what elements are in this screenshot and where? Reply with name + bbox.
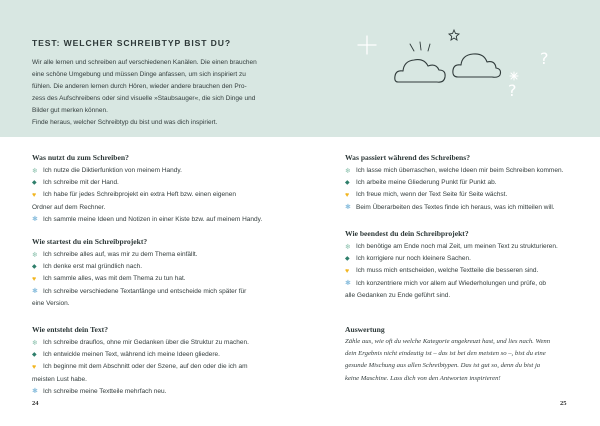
intro-line: zess des Aufschreibens oder sind visuelle »Staubsauger«, die sich Dinge und [32,95,256,103]
star-icon: ✱ [345,204,351,212]
heart-icon: ♥ [32,276,37,283]
list-item [32,214,262,226]
intro-line: Wir alle lernen und schreiben auf verschiedenen Kanälen. Die einen brauchen [32,59,257,66]
list-item-text: Ich schreibe drauflos, ohne mir Gedanken über die Struktur zu machen. [43,339,249,346]
list-item [32,273,246,285]
section-title: Auswertung [345,325,385,334]
list-item [345,265,558,277]
sparkle-icon [358,36,376,54]
section-tools [32,153,262,226]
list-item-text: Ich schreibe meine Textteile mehrfach neu. [43,387,167,395]
diamond-icon: ◆ [345,256,350,263]
section-title: Wie startest du ein Schreibprojekt? [32,237,148,246]
list-item [32,177,262,189]
intro-paragraph [32,57,277,130]
list-item [32,249,246,261]
list-item-text: Ich habe für jedes Schreibprojekt ein extra Heft bzw. einen eigenen [43,191,236,199]
list-item [32,261,246,273]
section-title: Was passiert während des Schreibens? [345,153,471,162]
page-title: TEST: WELCHER SCHREIBTYP BIST DU? [32,38,232,48]
list-item-text: Ich freue mich, wenn der Text Seite für Seite wächst. [356,191,508,199]
heart-icon: ♥ [345,268,350,275]
list-item-continuation: eine Version. [32,299,70,307]
auswertung-line: Zähle aus, wie oft du welche Kategorie angekreuzt hast, und lies nach. Wenn [345,338,551,345]
heart-icon: ♥ [345,192,350,199]
section-process [32,325,249,398]
intro-line: eine schöne Umgebung und müssen Dinge anfassen, um sich inspiriert zu [32,71,246,79]
list-item-text: Ich schreibe alles auf, was mir zu dem Thema einfällt. [43,251,198,258]
clouds-illustration [340,20,600,130]
list-item [345,202,563,214]
diamond-icon: ◆ [32,352,37,359]
diamond-icon: ◆ [32,180,37,187]
diamond-icon: ◆ [32,264,37,271]
question-mark-icon: ? [508,81,517,100]
page-number: 25 [560,400,567,407]
list-item-text: Ich nutze die Diktierfunktion von meinem Handy. [43,167,182,174]
snowflake-icon: ❄ [32,167,38,175]
section-start [32,237,246,310]
cloud-icon [395,60,445,83]
ray-icon [410,42,430,51]
snowflake-icon: ❄ [32,251,38,259]
list-item-continuation: alle Gedanken zu Ende geführt sind. [345,291,451,299]
list-item-text: Ich sammle meine Ideen und Notizen in einer Kiste bzw. auf meinem Handy. [43,215,263,223]
list-item [32,337,249,349]
intro-line: Bilder gut merken können. [32,107,108,115]
section-title: Wie entsteht dein Text? [32,325,109,334]
list-item-text: Ich konzentriere mich vor allem auf Wiederholungen und prüfe, ob [356,279,547,287]
section-title: Wie beendest du dein Schreibprojekt? [345,229,469,238]
auswertung-paragraph [345,336,550,385]
section-finish [345,229,558,302]
auswertung-line: gesunde Mischung aus allen Schreibtypen. Das ist gut so, denn du bist ja [345,362,541,370]
list-item [345,165,563,177]
list-item-text: Ich korrigiere nur noch kleinere Sachen. [356,255,471,263]
intro-line: fühlen. Die anderen lernen durch Hören, wieder andere brauchen den Pro- [32,83,247,91]
snowflake-icon: ❄ [32,339,38,347]
list-item [32,165,262,177]
page-number: 24 [32,400,39,407]
list-item [345,278,558,290]
cloud-icon [453,54,501,77]
list-item-text: Beim Überarbeiten des Textes finde ich heraus, was ich mitteilen will. [356,203,555,211]
small-star-icon [449,30,459,40]
sparkle-icon [510,72,518,80]
list-item [345,253,558,265]
list-item-text: Ich arbeite meine Gliederung Punkt für Punkt ab. [356,179,497,187]
list-item [32,189,262,201]
snowflake-icon: ❄ [345,243,351,251]
list-item [345,177,563,189]
heart-icon: ♥ [32,364,37,371]
star-icon: ✱ [345,280,351,288]
list-item [345,241,558,253]
list-item [345,189,563,201]
star-icon: ✱ [32,288,38,296]
list-item-text: Ich entwickle meinen Text, während ich meine Ideen gliedere. [43,351,220,359]
section-during [345,153,563,214]
list-item [32,349,249,361]
star-icon: ✱ [32,388,38,396]
heart-icon: ♥ [32,192,37,199]
auswertung-line: keine Maschine. Lass dich von den Antworten inspirieren! [345,374,501,382]
list-item [32,361,249,373]
list-item-text: Ich schreibe mit der Hand. [43,179,119,187]
list-item [32,286,246,298]
list-item-text: Ich benötige am Ende noch mal Zeit, um meinen Text zu strukturieren. [356,243,558,250]
list-item-continuation: Ordner auf dem Rechner. [32,203,106,211]
list-item-text: Ich sammle alles, was mit dem Thema zu tun hat. [43,275,186,283]
intro-line: Finde heraus, welcher Schreibtyp du bist und was dich inspiriert. [32,119,218,127]
diamond-icon: ◆ [345,180,350,187]
star-icon: ✱ [32,216,38,224]
list-item-text: Ich lasse mich überraschen, welche Ideen mir beim Schreiben kommen. [356,167,564,174]
section-title: Was nutzt du zum Schreiben? [32,153,129,162]
snowflake-icon: ❄ [345,167,351,175]
list-item-text: Ich beginne mit dem Abschnitt oder der Szene, auf den oder die ich am [43,363,248,371]
list-item-text: Ich schreibe verschiedene Textanfänge und entscheide mich später für [43,287,247,295]
list-item [32,386,249,398]
section-auswertung [345,325,550,385]
list-item-text: Ich denke erst mal gründlich nach. [43,263,142,271]
list-item-text: Ich muss mich entscheiden, welche Textteile die besseren sind. [356,267,539,275]
question-mark-icon: ? [540,49,549,68]
list-item-continuation: meisten Lust habe. [32,375,87,383]
auswertung-line: dein Ergebnis nicht eindeutig ist – das ist bei den meisten so –, bist du eine [345,350,546,358]
